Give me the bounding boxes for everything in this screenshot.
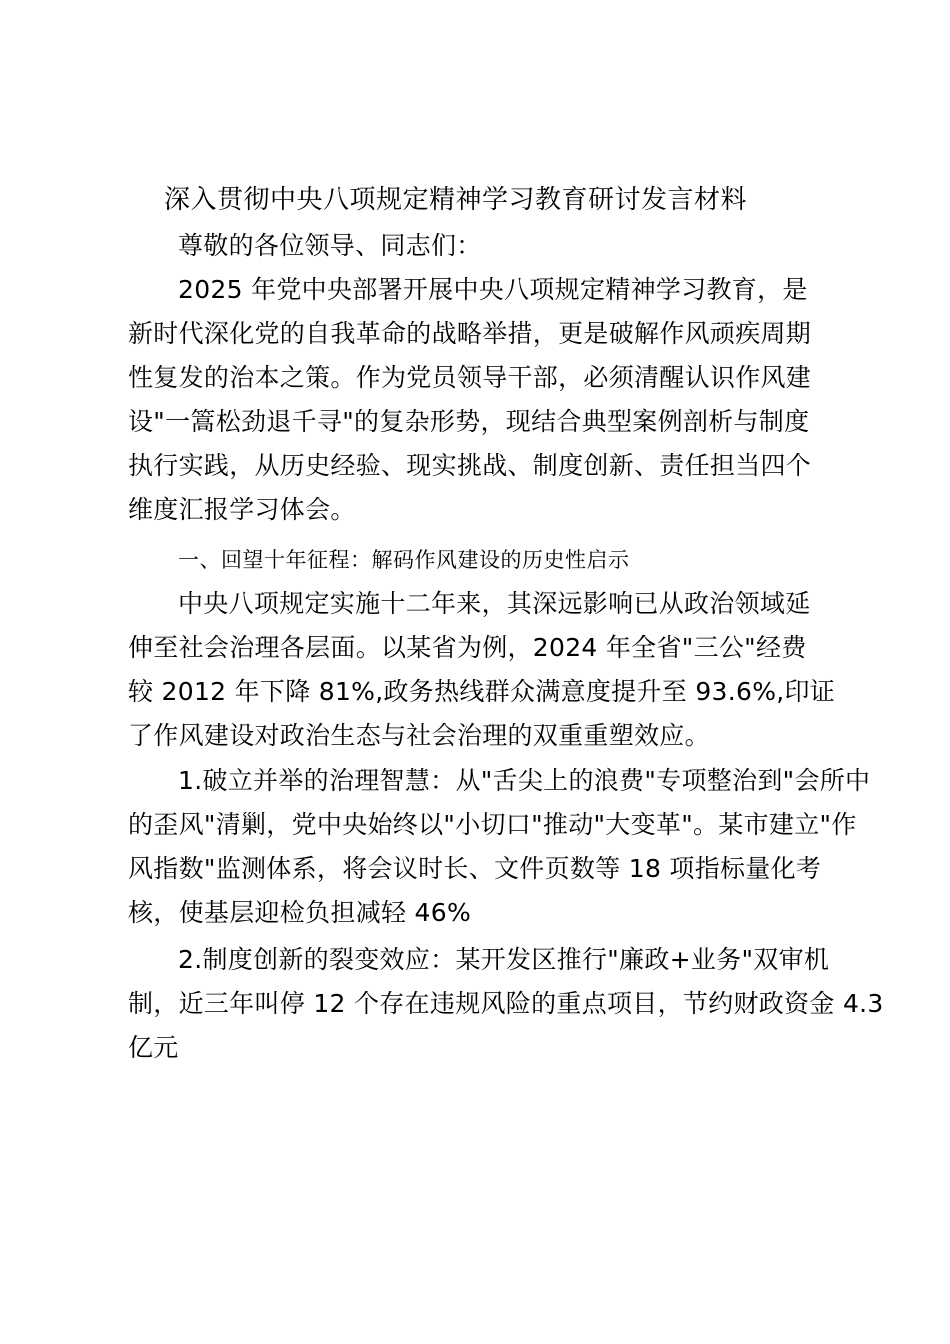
section1-line: 了作风建设对政治生态与社会治理的双重重塑效应。 [128,721,710,750]
intro-line: 2025 年党中央部署开展中央八项规定精神学习教育，是 [178,275,808,304]
point1-paragraph [128,759,871,935]
greeting-text: 尊敬的各位领导、同志们： [178,231,482,260]
point1-line: 风指数"监测体系，将会议时长、文件页数等 18 项指标量化考 [128,854,822,883]
intro-line: 性复发的治本之策。作为党员领导干部，必须清醒认识作风建 [128,363,812,392]
point2-line: 亿元 [128,1033,179,1062]
point2-line: 制，近三年叫停 12 个存在违规风险的重点项目，节约财政资金 4.3 [128,989,884,1018]
intro-line: 设"一篙松劲退千寻"的复杂形势，现结合典型案例剖析与制度 [128,407,810,436]
intro-line: 新时代深化党的自我革命的战略举措，更是破解作风顽疾周期 [128,319,812,348]
point2-line: 2.制度创新的裂变效应：某开发区推行"廉政+业务"双审机 [178,945,830,974]
greeting-paragraph [128,224,832,268]
section1-line: 中央八项规定实施十二年来，其深远影响已从政治领域延 [178,589,811,618]
point2-paragraph [128,938,884,1070]
section1-paragraph [128,582,836,758]
section1-line: 伸至社会治理各层面。以某省为例，2024 年全省"三公"经费 [128,633,807,662]
document-title: 深入贯彻中央八项规定精神学习教育研讨发言材料 [164,185,748,215]
intro-line: 维度汇报学习体会。 [128,495,356,524]
section-heading: 一、回望十年征程：解码作风建设的历史性启示 [178,548,630,572]
point1-line: 的歪风"清剿，党中央始终以"小切口"推动"大变革"。某市建立"作 [128,810,857,839]
intro-paragraph [128,268,832,532]
point1-line: 核，使基层迎检负担减轻 46% [128,898,472,927]
section1-line: 较 2012 年下降 81%,政务热线群众满意度提升至 93.6%,印证 [128,677,836,706]
intro-line: 执行实践，从历史经验、现实挑战、制度创新、责任担当四个 [128,451,812,480]
point1-line: 1.破立并举的治理智慧：从"舌尖上的浪费"专项整治到"会所中 [178,766,871,795]
